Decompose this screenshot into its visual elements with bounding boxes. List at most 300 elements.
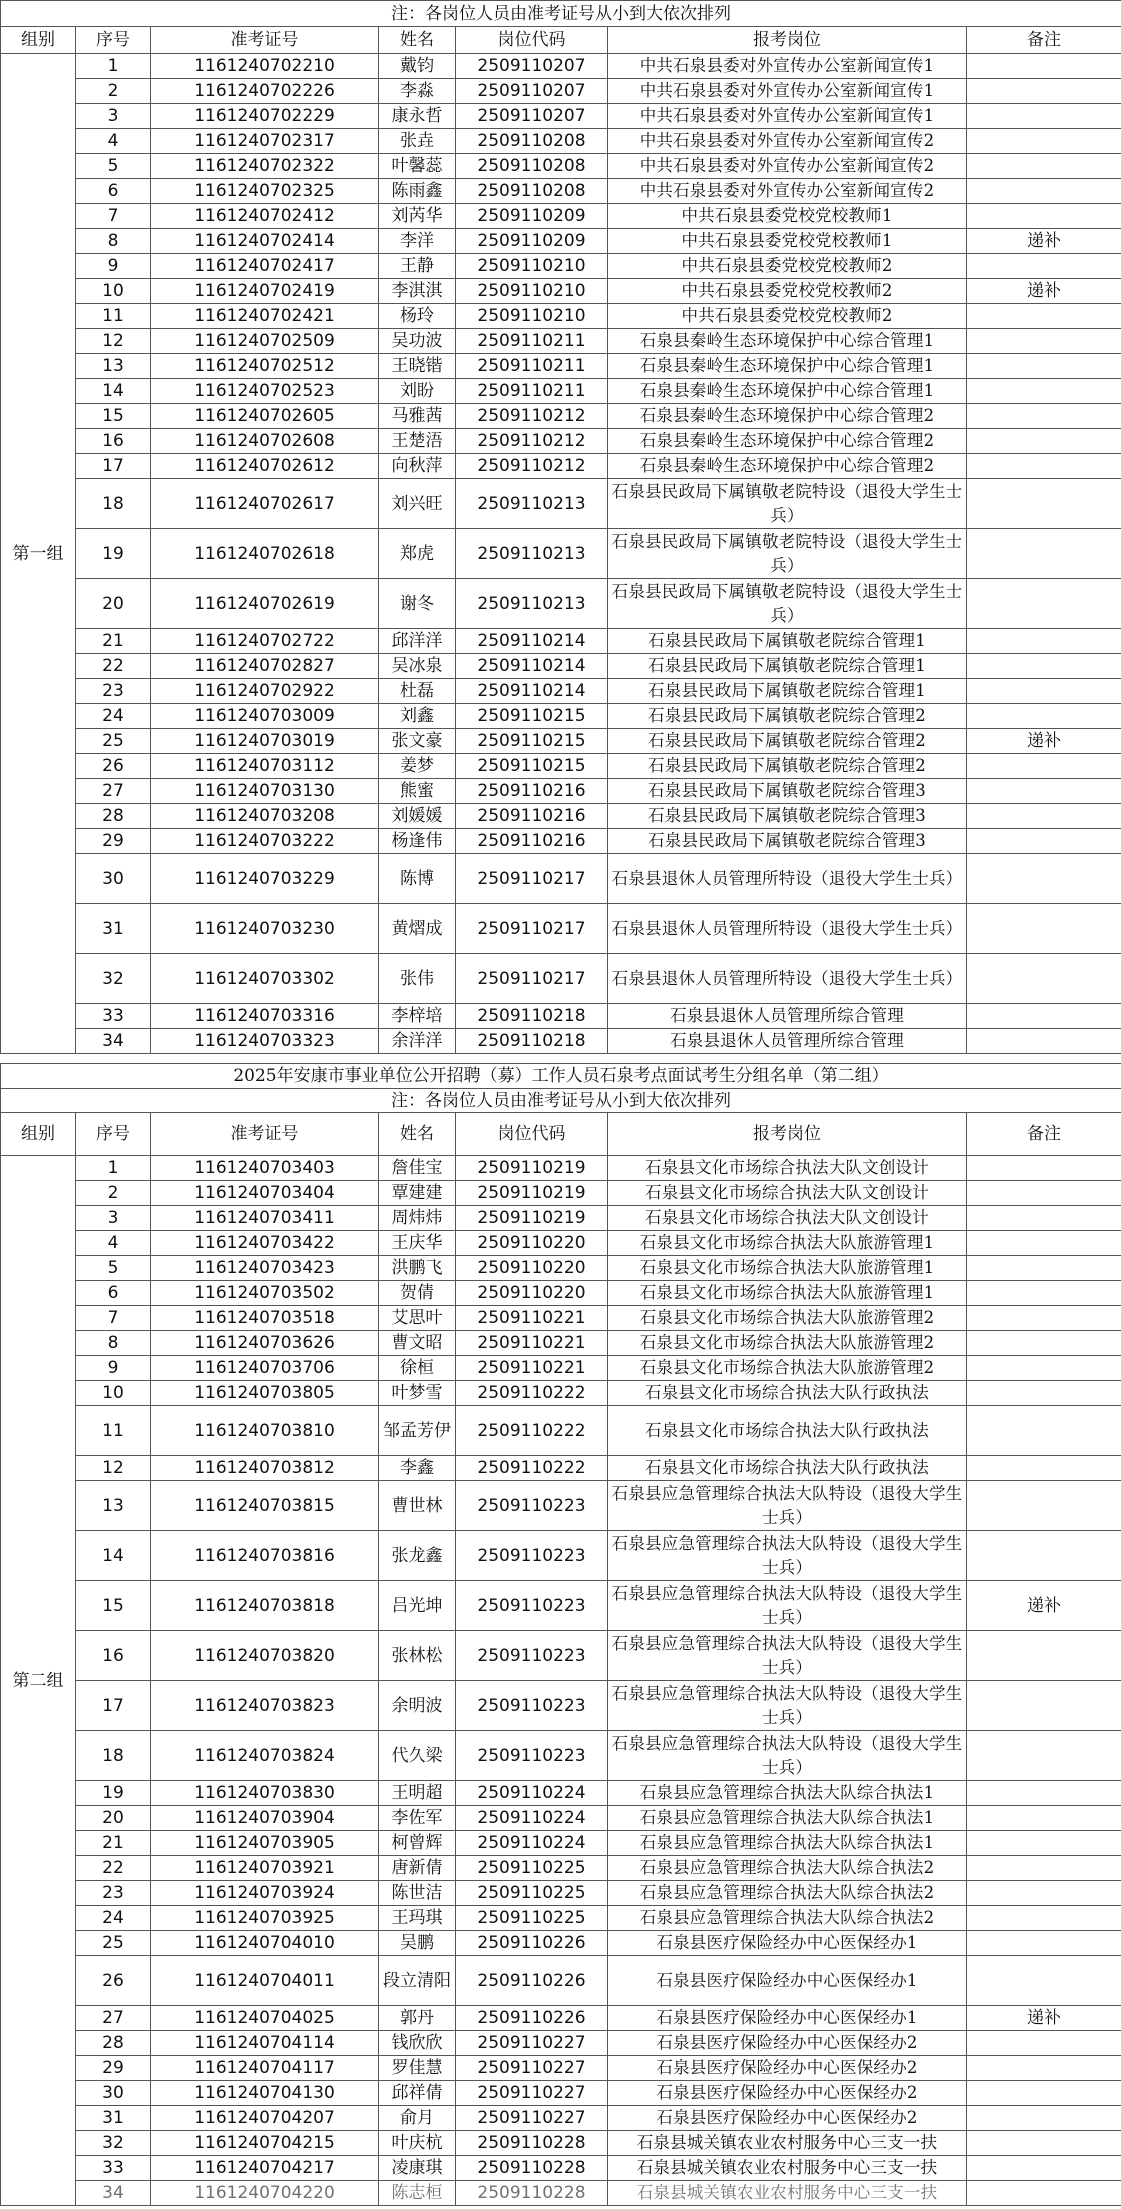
name-cell: 唐新倩 [379,1856,456,1881]
exam-id-cell: 1161240704207 [151,2106,379,2131]
exam-id-cell: 1161240702226 [151,79,379,104]
exam-id-cell: 1161240702512 [151,354,379,379]
remark-cell: 递补 [967,229,1121,254]
seq-cell: 14 [76,1531,151,1581]
name-cell: 刘盼 [379,379,456,404]
remark-cell [967,1281,1121,1306]
remark-cell [967,1856,1121,1881]
column-header-remark: 备注 [967,27,1121,54]
name-cell: 陈雨鑫 [379,179,456,204]
remark-cell [967,1381,1121,1406]
exam-id-cell: 1161240703823 [151,1681,379,1731]
post-cell: 石泉县应急管理综合执法大队综合执法1 [608,1831,967,1856]
name-cell: 黄熠成 [379,904,456,954]
exam-id-cell: 1161240702509 [151,329,379,354]
exam-id-cell: 1161240703626 [151,1331,379,1356]
exam-id-cell: 1161240703816 [151,1531,379,1581]
post-cell: 石泉县文化市场综合执法大队旅游管理1 [608,1281,967,1306]
table-row [1,1856,1121,1881]
name-cell: 陈博 [379,854,456,904]
table-row [1,179,1121,204]
post-code-cell: 2509110217 [456,904,608,954]
group-label: 第一组 [1,54,76,1054]
post-code-cell: 2509110219 [456,1206,608,1231]
post-code-cell: 2509110225 [456,1856,608,1881]
name-cell: 凌康琪 [379,2156,456,2181]
exam-id-cell: 1161240703422 [151,1231,379,1256]
name-cell: 杨逢伟 [379,829,456,854]
post-code-cell: 2509110211 [456,379,608,404]
exam-id-cell: 1161240704011 [151,1956,379,2006]
name-cell: 邱洋洋 [379,629,456,654]
seq-cell: 19 [76,529,151,579]
post-cell: 石泉县秦岭生态环境保护中心综合管理1 [608,354,967,379]
seq-cell: 10 [76,279,151,304]
remark-cell [967,654,1121,679]
name-cell: 张垚 [379,129,456,154]
remark-cell [967,1956,1121,2006]
post-code-cell: 2509110226 [456,1956,608,2006]
post-cell: 石泉县民政局下属镇敬老院特设（退役大学生士兵） [608,579,967,629]
post-code-cell: 2509110211 [456,354,608,379]
seq-cell: 30 [76,2081,151,2106]
name-cell: 贺倩 [379,1281,456,1306]
column-header-post: 报考岗位 [608,1113,967,1156]
post-code-cell: 2509110223 [456,1481,608,1531]
seq-cell: 8 [76,229,151,254]
seq-cell: 11 [76,304,151,329]
exam-id-cell: 1161240703805 [151,1381,379,1406]
remark-cell [967,1781,1121,1806]
name-cell: 张林松 [379,1631,456,1681]
seq-cell: 31 [76,904,151,954]
name-cell: 刘兴旺 [379,479,456,529]
name-cell: 张伟 [379,954,456,1004]
seq-cell: 1 [76,54,151,79]
remark-cell [967,404,1121,429]
remark-cell: 递补 [967,279,1121,304]
post-cell: 石泉县文化市场综合执法大队文创设计 [608,1206,967,1231]
seq-cell: 16 [76,1631,151,1681]
exam-id-cell: 1161240702417 [151,254,379,279]
column-header-group: 组别 [1,1113,76,1156]
exam-id-cell: 1161240702612 [151,454,379,479]
post-code-cell: 2509110208 [456,129,608,154]
remark-cell [967,704,1121,729]
table-row [1,354,1121,379]
table-row [1,1306,1121,1331]
post-code-cell: 2509110225 [456,1881,608,1906]
name-cell: 叶庆杭 [379,2131,456,2156]
exam-id-cell: 1161240702317 [151,129,379,154]
remark-cell [967,1731,1121,1781]
name-cell: 王明超 [379,1781,456,1806]
seq-cell: 21 [76,1831,151,1856]
table-row [1,2131,1121,2156]
remark-cell [967,79,1121,104]
seq-cell: 15 [76,1581,151,1631]
exam-id-cell: 1161240704217 [151,2156,379,2181]
post-cell: 石泉县文化市场综合执法大队行政执法 [608,1381,967,1406]
seq-cell: 23 [76,679,151,704]
post-cell: 石泉县秦岭生态环境保护中心综合管理2 [608,429,967,454]
seq-cell: 28 [76,2031,151,2056]
seq-cell: 2 [76,1181,151,1206]
name-cell: 张龙鑫 [379,1531,456,1581]
remark-cell [967,779,1121,804]
table-row [1,454,1121,479]
post-code-cell: 2509110215 [456,704,608,729]
post-cell: 石泉县医疗保险经办中心医保经办1 [608,2006,967,2031]
seq-cell: 24 [76,704,151,729]
post-code-cell: 2509110227 [456,2081,608,2106]
table-row [1,1029,1121,1054]
table-row [1,1681,1121,1731]
name-cell: 李洋 [379,229,456,254]
post-cell: 石泉县民政局下属镇敬老院综合管理1 [608,679,967,704]
name-cell: 洪鹏飞 [379,1256,456,1281]
exam-id-cell: 1161240702608 [151,429,379,454]
table-row [1,304,1121,329]
exam-id-cell: 1161240702419 [151,279,379,304]
remark-cell [967,1481,1121,1531]
post-cell: 石泉县民政局下属镇敬老院综合管理2 [608,704,967,729]
exam-id-cell: 1161240702618 [151,529,379,579]
seq-cell: 34 [76,2181,151,2206]
seq-cell: 18 [76,1731,151,1781]
table-row [1,1331,1121,1356]
exam-id-cell: 1161240704114 [151,2031,379,2056]
post-cell: 石泉县医疗保险经办中心医保经办2 [608,2031,967,2056]
post-cell: 石泉县民政局下属镇敬老院综合管理3 [608,779,967,804]
name-cell: 刘媛媛 [379,804,456,829]
post-cell: 中共石泉县委对外宣传办公室新闻宣传1 [608,104,967,129]
post-cell: 石泉县民政局下属镇敬老院综合管理2 [608,754,967,779]
table-row [1,579,1121,629]
table-row [1,1631,1121,1681]
remark-cell [967,1206,1121,1231]
table-row [1,429,1121,454]
post-cell: 石泉县文化市场综合执法大队行政执法 [608,1406,967,1456]
seq-cell: 16 [76,429,151,454]
post-code-cell: 2509110228 [456,2131,608,2156]
seq-cell: 28 [76,804,151,829]
exam-id-cell: 1161240703411 [151,1206,379,1231]
seq-cell: 32 [76,2131,151,2156]
post-cell: 中共石泉县委对外宣传办公室新闻宣传2 [608,179,967,204]
post-cell: 石泉县文化市场综合执法大队文创设计 [608,1156,967,1181]
table-row [1,1356,1121,1381]
table-row [1,279,1121,304]
exam-id-cell: 1161240703222 [151,829,379,854]
table-row [1,1906,1121,1931]
exam-id-cell: 1161240702922 [151,679,379,704]
seq-cell: 26 [76,754,151,779]
exam-id-cell: 1161240703130 [151,779,379,804]
remark-cell [967,1004,1121,1029]
post-code-cell: 2509110227 [456,2031,608,2056]
seq-cell: 5 [76,154,151,179]
table-row [1,1256,1121,1281]
name-cell: 曹文昭 [379,1331,456,1356]
post-code-cell: 2509110221 [456,1331,608,1356]
table-row [1,1831,1121,1856]
post-code-cell: 2509110219 [456,1156,608,1181]
seq-cell: 13 [76,354,151,379]
exam-id-cell: 1161240703323 [151,1029,379,1054]
post-cell: 石泉县民政局下属镇敬老院综合管理3 [608,829,967,854]
exam-id-cell: 1161240703229 [151,854,379,904]
post-code-cell: 2509110208 [456,179,608,204]
name-cell: 郑虎 [379,529,456,579]
remark-cell [967,2031,1121,2056]
exam-id-cell: 1161240703230 [151,904,379,954]
name-cell: 王静 [379,254,456,279]
exam-id-cell: 1161240703925 [151,1906,379,1931]
post-cell: 石泉县应急管理综合执法大队特设（退役大学生士兵） [608,1581,967,1631]
exam-id-cell: 1161240704220 [151,2181,379,2206]
name-cell: 吴鹏 [379,1931,456,1956]
remark-cell [967,1181,1121,1206]
post-code-cell: 2509110216 [456,804,608,829]
remark-cell [967,1331,1121,1356]
exam-id-cell: 1161240702421 [151,304,379,329]
remark-cell [967,804,1121,829]
post-code-cell: 2509110227 [456,2106,608,2131]
remark-cell [967,1406,1121,1456]
table-row [1,254,1121,279]
exam-id-cell: 1161240702722 [151,629,379,654]
post-cell: 石泉县秦岭生态环境保护中心综合管理1 [608,379,967,404]
remark-cell [967,1906,1121,1931]
seq-cell: 9 [76,1356,151,1381]
exam-id-cell: 1161240704025 [151,2006,379,2031]
group-two-table [0,1063,1121,2206]
table-row [1,2156,1121,2181]
post-code-cell: 2509110214 [456,629,608,654]
exam-id-cell: 1161240702523 [151,379,379,404]
name-cell: 吴功波 [379,329,456,354]
post-cell: 石泉县应急管理综合执法大队特设（退役大学生士兵） [608,1481,967,1531]
post-cell: 石泉县民政局下属镇敬老院综合管理3 [608,804,967,829]
remark-cell [967,1029,1121,1054]
post-cell: 石泉县应急管理综合执法大队特设（退役大学生士兵） [608,1731,967,1781]
post-cell: 石泉县民政局下属镇敬老院特设（退役大学生士兵） [608,529,967,579]
remark-cell [967,479,1121,529]
post-cell: 石泉县秦岭生态环境保护中心综合管理1 [608,329,967,354]
post-cell: 石泉县秦岭生态环境保护中心综合管理2 [608,404,967,429]
post-code-cell: 2509110212 [456,429,608,454]
seq-cell: 31 [76,2106,151,2131]
post-code-cell: 2509110218 [456,1029,608,1054]
remark-cell [967,2156,1121,2181]
exam-id-cell: 1161240703818 [151,1581,379,1631]
table-row [1,1181,1121,1206]
table-row [1,1231,1121,1256]
remark-cell [967,304,1121,329]
table-row [1,2006,1121,2031]
post-code-cell: 2509110212 [456,404,608,429]
name-cell: 杨玲 [379,304,456,329]
column-header-group: 组别 [1,27,76,54]
exam-id-cell: 1161240703518 [151,1306,379,1331]
remark-cell [967,1456,1121,1481]
table-row [1,1731,1121,1781]
column-header-remark: 备注 [967,1113,1121,1156]
remark-cell: 递补 [967,729,1121,754]
seq-cell: 13 [76,1481,151,1531]
table-row [1,154,1121,179]
exam-id-cell: 1161240702322 [151,154,379,179]
table-row [1,1004,1121,1029]
post-cell: 石泉县退休人员管理所综合管理 [608,1029,967,1054]
name-cell: 余明波 [379,1681,456,1731]
remark-cell [967,2181,1121,2206]
remark-cell [967,579,1121,629]
post-code-cell: 2509110220 [456,1281,608,1306]
name-cell: 李淇淇 [379,279,456,304]
post-code-cell: 2509110224 [456,1781,608,1806]
table-row [1,479,1121,529]
remark-cell [967,1881,1121,1906]
post-code-cell: 2509110213 [456,529,608,579]
post-cell: 中共石泉县委对外宣传办公室新闻宣传2 [608,154,967,179]
table-row [1,754,1121,779]
seq-cell: 17 [76,1681,151,1731]
seq-cell: 20 [76,1806,151,1831]
post-code-cell: 2509110224 [456,1806,608,1831]
seq-cell: 8 [76,1331,151,1356]
seq-cell: 33 [76,1004,151,1029]
post-code-cell: 2509110221 [456,1306,608,1331]
seq-cell: 27 [76,2006,151,2031]
seq-cell: 23 [76,1881,151,1906]
table-row [1,854,1121,904]
post-code-cell: 2509110222 [456,1381,608,1406]
post-cell: 中共石泉县委党校党校教师2 [608,304,967,329]
post-code-cell: 2509110210 [456,279,608,304]
post-cell: 石泉县应急管理综合执法大队综合执法1 [608,1806,967,1831]
post-cell: 中共石泉县委党校党校教师1 [608,229,967,254]
name-cell: 吕光坤 [379,1581,456,1631]
table-row [1,829,1121,854]
post-cell: 石泉县民政局下属镇敬老院综合管理2 [608,729,967,754]
post-cell: 石泉县民政局下属镇敬老院综合管理1 [608,654,967,679]
seq-cell: 18 [76,479,151,529]
remark-cell [967,104,1121,129]
column-header-row [1,1113,1121,1156]
table-row [1,704,1121,729]
post-cell: 石泉县文化市场综合执法大队旅游管理1 [608,1231,967,1256]
table-row [1,104,1121,129]
post-code-cell: 2509110213 [456,579,608,629]
seq-cell: 15 [76,404,151,429]
post-cell: 中共石泉县委党校党校教师2 [608,254,967,279]
section-one-note: 注：各岗位人员由准考证号从小到大依次排列 [1,1,1121,27]
post-code-cell: 2509110216 [456,829,608,854]
seq-cell: 32 [76,954,151,1004]
remark-cell [967,354,1121,379]
table-row [1,1806,1121,1831]
post-cell: 石泉县应急管理综合执法大队特设（退役大学生士兵） [608,1531,967,1581]
remark-cell [967,1156,1121,1181]
post-cell: 石泉县城关镇农业农村服务中心三支一扶 [608,2156,967,2181]
post-code-cell: 2509110223 [456,1531,608,1581]
post-code-cell: 2509110222 [456,1456,608,1481]
name-cell: 余洋洋 [379,1029,456,1054]
remark-cell [967,1256,1121,1281]
post-code-cell: 2509110223 [456,1581,608,1631]
seq-cell: 9 [76,254,151,279]
name-cell: 邹孟芳伊 [379,1406,456,1456]
table-row [1,1881,1121,1906]
name-cell: 吴冰泉 [379,654,456,679]
post-code-cell: 2509110225 [456,1906,608,1931]
remark-cell [967,179,1121,204]
column-header-exam-id: 准考证号 [151,1113,379,1156]
seq-cell: 22 [76,1856,151,1881]
exam-id-cell: 1161240702414 [151,229,379,254]
name-cell: 代久梁 [379,1731,456,1781]
name-cell: 叶馨蕊 [379,154,456,179]
exam-id-cell: 1161240703404 [151,1181,379,1206]
post-code-cell: 2509110216 [456,779,608,804]
post-code-cell: 2509110207 [456,79,608,104]
seq-cell: 4 [76,1231,151,1256]
exam-id-cell: 1161240702619 [151,579,379,629]
seq-cell: 12 [76,329,151,354]
remark-cell [967,529,1121,579]
remark-cell [967,2131,1121,2156]
remark-cell [967,1231,1121,1256]
post-cell: 石泉县退休人员管理所综合管理 [608,1004,967,1029]
post-code-cell: 2509110212 [456,454,608,479]
seq-cell: 19 [76,1781,151,1806]
section-one-note-row [1,1,1121,27]
name-cell: 李淼 [379,79,456,104]
post-cell: 石泉县应急管理综合执法大队综合执法2 [608,1881,967,1906]
remark-cell [967,454,1121,479]
seq-cell: 25 [76,729,151,754]
seq-cell: 5 [76,1256,151,1281]
column-header-exam-id: 准考证号 [151,27,379,54]
table-row [1,1781,1121,1806]
post-code-cell: 2509110223 [456,1731,608,1781]
exam-id-cell: 1161240703706 [151,1356,379,1381]
table-row [1,529,1121,579]
remark-cell [967,1931,1121,1956]
exam-id-cell: 1161240704215 [151,2131,379,2156]
post-cell: 石泉县文化市场综合执法大队旅游管理1 [608,1256,967,1281]
seq-cell: 4 [76,129,151,154]
remark-cell [967,204,1121,229]
name-cell: 俞月 [379,2106,456,2131]
exam-id-cell: 1161240703302 [151,954,379,1004]
post-code-cell: 2509110227 [456,2056,608,2081]
name-cell: 曹世林 [379,1481,456,1531]
post-cell: 石泉县秦岭生态环境保护中心综合管理2 [608,454,967,479]
name-cell: 李梓培 [379,1004,456,1029]
seq-cell: 27 [76,779,151,804]
name-cell: 艾思叶 [379,1306,456,1331]
name-cell: 钱欣欣 [379,2031,456,2056]
seq-cell: 21 [76,629,151,654]
table-row [1,1531,1121,1581]
table-row [1,2081,1121,2106]
post-code-cell: 2509110228 [456,2156,608,2181]
post-code-cell: 2509110224 [456,1831,608,1856]
post-code-cell: 2509110213 [456,479,608,529]
